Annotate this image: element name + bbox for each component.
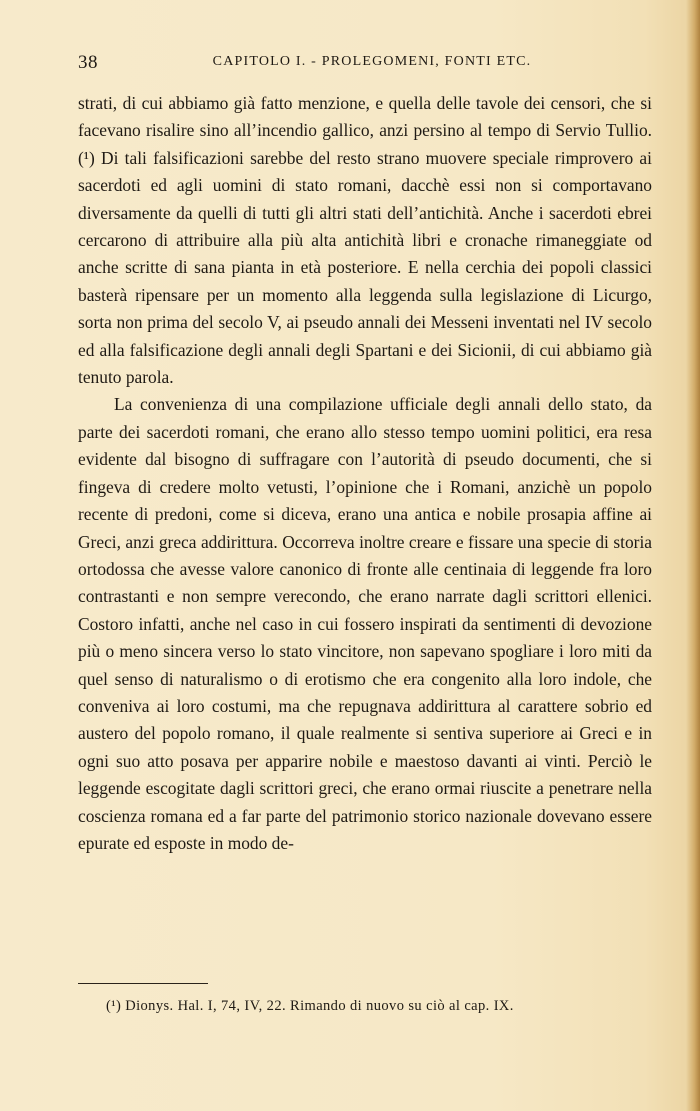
paragraph: strati, di cui abbiamo già fatto menzione, e quella delle tavole dei censori, che si facevano risalire sino all’incendio gallico, anzi persino al tempo di Servio Tullio. (¹) Di tali falsificazioni sarebbe del resto strano muovere speciale rimprovero ai sacerdoti ed agli uomini di stato romani, dacchè essi non si comportavano diversamente da quelli di tutti gli altri stati dell’antichità. Anche i sacerdoti ebrei cercarono di attribuire alla più alta antichità libri e cronache rimaneggiate od anche scritte di sana pianta in età posteriore. E nella cerchia dei popoli classici basterà ripensare per un momento alla leggenda sulla legislazione di Licurgo, sorta non prima del secolo V, ai pseudo annali dei Messeni inventati nel IV secolo ed alla falsificazione degli annali degli Spartani e dei Sicionii, di cui abbiamo già tenuto parola. bbox=[78, 93, 652, 388]
footnote: (¹) Dionys. Hal. I, 74, IV, 22. Rimando di nuovo su ciò al cap. IX. bbox=[106, 998, 514, 1014]
footnote-divider bbox=[78, 983, 208, 984]
running-head: CAPITOLO I. - PROLEGOMENI, FONTI ETC. bbox=[212, 54, 532, 69]
page-edge-shadow bbox=[686, 0, 700, 1111]
page-number: 38 bbox=[78, 52, 98, 73]
page-header bbox=[78, 52, 652, 76]
paragraph: La convenienza di una compilazione ufficiale degli annali dello stato, da parte dei sacerdoti romani, che erano allo stesso tempo uomini politici, era resa evidente dal bisogno di suffragare con l’autorità di pseudo documenti, che si fingeva di credere molto vetusti, l’opinione che i Romani, anzichè un popolo recente di predoni, come si diceva, erano una antica e nobile prosapia affine ai Greci, anzi greca addirittura. Occorreva inoltre creare e fissare una specie di storia ortodossa che avesse valore canonico di fronte alle centinaia di leggende fra loro contrastanti e non sempre verecondo, che erano narrate dagli scrittori ellenici. Costoro infatti, anche nel caso in cui fossero inspirati da sentimenti di devozione più o meno sincera verso lo stato vincitore, non sapevano spogliare i loro miti da quel senso di naturalismo o di erotismo che era congenito alla loro indole, che conveniva ai loro costumi, ma che repugnava addirittura al carattere sobrio ed austero del popolo romano, il quale realmente si sentiva superiore ai Greci e in ogni suo atto posava per apparire nobile e maestoso davanti ai vinti. Perciò le leggende escogitate dagli scrittori greci, che erano ormai riuscite a penetrare nella coscienza romana ed a far parte del patrimonio storico nazionale dovevano essere epurate ed esposte in modo de- bbox=[78, 394, 652, 853]
body-text bbox=[78, 90, 652, 857]
